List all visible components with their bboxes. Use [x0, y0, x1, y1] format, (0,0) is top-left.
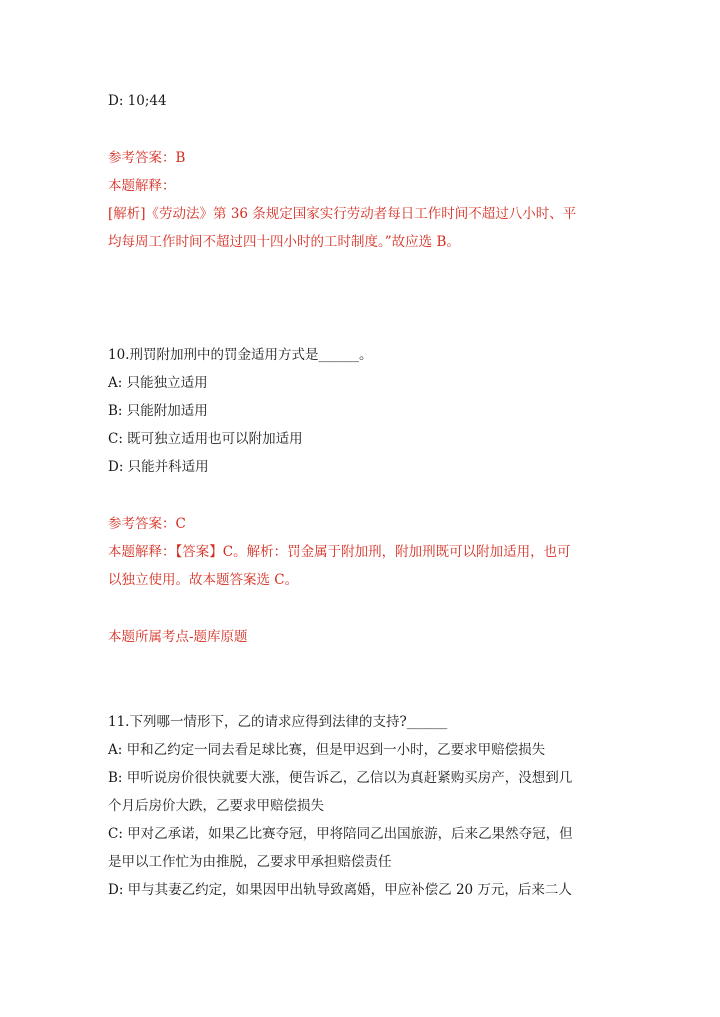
- q10-explain-line-1: 本题解释：【答案】C。解析：罚金属于附加刑，附加刑既可以附加适用，也可: [108, 544, 571, 560]
- q11-stem: 11.下列哪一情形下，乙的请求应得到法律的支持?______: [108, 714, 448, 730]
- q10-answer: 参考答案：C: [108, 516, 186, 532]
- q11-option-b-line-2: 个月后房价大跌，乙要求甲赔偿损失: [108, 798, 324, 814]
- q11-option-b-line-1: B: 甲听说房价很快就要大涨，便告诉乙，乙信以为真赶紧购买房产，没想到几: [108, 770, 573, 786]
- q11-option-c-line-1: C: 甲对乙承诺，如果乙比赛夺冠，甲将陪同乙出国旅游，后来乙果然夺冠，但: [108, 826, 573, 842]
- q10-option-c: C: 既可独立适用也可以附加适用: [108, 431, 303, 447]
- q11-option-c-line-2: 是甲以工作忙为由推脱，乙要求甲承担赔偿责任: [108, 854, 392, 870]
- q11-option-d-line-1: D: 甲与其妻乙约定，如果因甲出轨导致离婚，甲应补偿乙 20 万元，后来二人: [108, 882, 572, 898]
- q9-explain-label: 本题解释：: [108, 178, 176, 194]
- q9-answer: 参考答案：B: [108, 150, 186, 166]
- q9-option-d: D: 10;44: [108, 93, 167, 109]
- q11-option-a: A: 甲和乙约定一同去看足球比赛，但是甲迟到一小时，乙要求甲赔偿损失: [108, 742, 546, 758]
- q10-option-a: A: 只能独立适用: [108, 375, 208, 391]
- q9-explain-line-2: 均每周工作时间不超过四十四小时的工时制度。”故应选 B。: [108, 234, 460, 250]
- q10-stem: 10.刑罚附加刑中的罚金适用方式是______。: [108, 347, 373, 363]
- q9-explain-line-1: [解析]《劳动法》第 36 条规定国家实行劳动者每日工作时间不超过八小时、平: [108, 206, 577, 222]
- q10-explain-line-2: 以独立使用。故本题答案选 C。: [108, 572, 299, 588]
- q10-option-b: B: 只能附加适用: [108, 403, 208, 419]
- q10-source: 本题所属考点-题库原题: [108, 629, 248, 645]
- q10-option-d: D: 只能并科适用: [108, 459, 209, 475]
